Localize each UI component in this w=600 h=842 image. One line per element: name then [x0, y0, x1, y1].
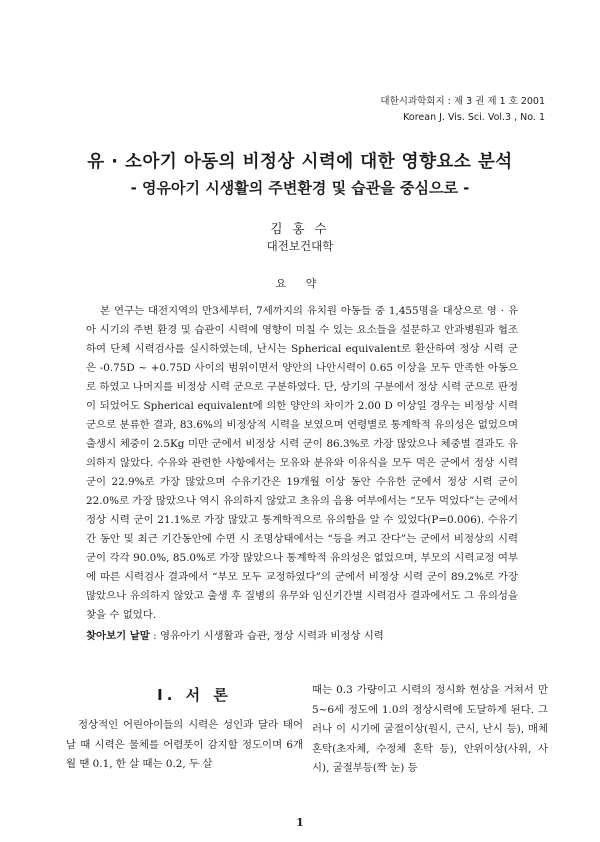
author-affiliation: 대전보건대학	[266, 239, 334, 253]
journal-header	[380, 94, 545, 126]
intro-right-column: 때는 0.3 가량이고 시력의 정시화 현상을 거쳐서 만 5~6세 정도에 1.0의 정상시력에 도달하게 된다. 그러나 이 시기에 굴절이상(원시, 근시, 난시 등), 매체혼탁(초자체, 수정체 혼탁 등), 안위이상(사위, 사시), 굴절부등(짝 눈) 등	[312, 684, 548, 774]
paper-title: 유 · 소아기 아동의 비정상 시력에 대한 영향요소 분석	[87, 152, 513, 172]
abstract-body: 본 연구는 대전지역의 만3세부터, 7세까지의 유치원 아동들 중 1,455명을 대상으로 영 · 유아 시기의 주변 환경 및 습관이 시력에 영향이 미칠 수 있는 요소들을 설문하고 안과병원과 협조하여 단체 시력검사를 실시하였는데, 난시는 Spherical equivalent로 환산하여 정상 시력 군은 -0.75D ~ +0.75D 사이의 범위이면서 양안의 나안시력이 0.65 이상을 모두 만족한 아동으로 하였고 나머지를 비정상 시력 군으로 구분하였다. 단, 상기의 구분에서 정상 시력 군으로 판정이 되었어도 Spherical equivalent에 의한 양안의 차이가 2.00 D 이상일 경우는 비정상 시력 군으로 분류한 결과, 83.6%의 비정상적 시력을 보였으며 연령별로 통계학적 유의성은 없었으며 출생시 체중이 2.5Kg 미만 군에서 비정상 시력 군이 86.3%로 가장 많았으나 체중별 결과도 유의하지 않았다. 수유와 관련한 사항에서는 모유와 분유와 이유식을 모두 먹은 군에서 정상 시력 군이 22.9%로 가장 많았으며 수유기간은 19개월 이상 동안 수유한 군에서 정상 시력 군이 22.0%로 가장 많았으나 역시 유의하지 않았고 초유의 음용 여부에서는 “모두 먹었다”는 군에서 정상 시력 군이 21.1%로 가장 많았고 통계학적으로 유의함을 알 수 있었다(P=0.006). 수유기간 동안 및 최근 기간동안에 수면 시 조명상태에서는 “등을 켜고 잔다”는 군에서 비정상의 시력 군이 각각 90.0%, 85.0%로 가장 많았으나 통계학적 유의성은 없었으며, 부모의 시력교정 여부에 따른 시력검사 결과에서 “부모 모두 교정하였다”의 군에서 비정상 시력 군이 89.2%로 가장 많았으나 유의하지 않았고 출생 후 질병의 유무와 임신기간별 시력검사 결과에서도 그 유의성을 찾을 수 없었다.	[86, 305, 518, 621]
section-heading-introduction: Ⅰ. 서 론	[157, 686, 232, 704]
journal-name-english: Korean J. Vis. Sci. Vol.3 , No. 1	[403, 112, 545, 123]
abstract-heading: 요 약	[275, 277, 325, 290]
keywords-line	[86, 627, 546, 642]
author-name: 김 홍 수	[270, 221, 330, 236]
keywords-text: 영유아기 시생활과 습관, 정상 시력과 비정상 시력	[159, 630, 384, 642]
intro-left-column: 정상적인 어린아이들의 시력은 성인과 달라 태어날 때 시력은 물체를 어렴풋이 감지할 정도이며 6개월 땐 0.1, 한 살 때는 0.2, 두 살	[66, 719, 303, 770]
keywords-label: 찾아보기 낱말	[86, 630, 150, 642]
page-number: 1	[296, 816, 304, 829]
keywords-separator: :	[149, 630, 160, 642]
paper-subtitle: - 영유아기 시생활의 주변환경 및 습관을 중심으로 -	[130, 179, 470, 197]
journal-name-korean: 대한시과학회지 : 제 3 권 제 1 호 2001	[380, 96, 545, 107]
